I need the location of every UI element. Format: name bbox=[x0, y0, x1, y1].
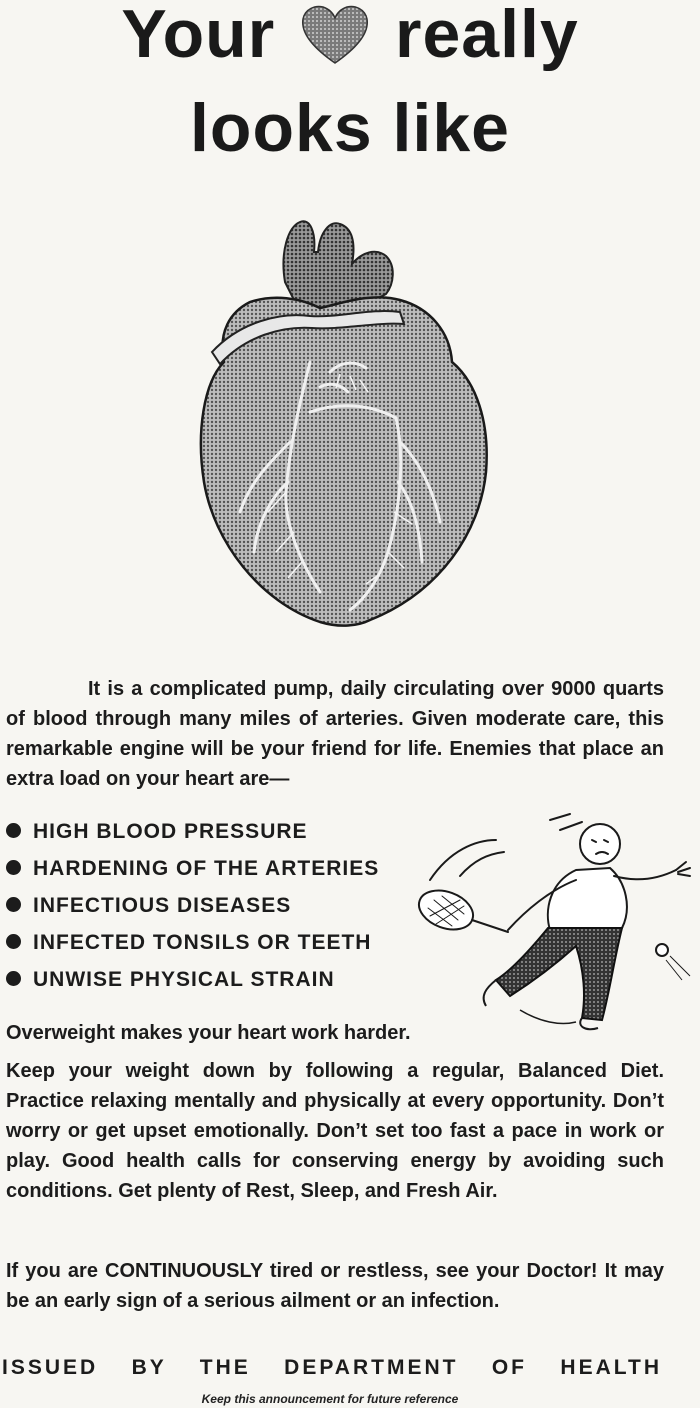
doctor-advice-paragraph: If you are CONTINUOUSLY tired or restless, see your Doctor! It may be an early sign of a serious ailment or an infection. bbox=[6, 1260, 664, 1312]
list-item-label: UNWISE PHYSICAL STRAIN bbox=[33, 968, 335, 991]
intro-paragraph bbox=[6, 674, 664, 794]
list-item bbox=[6, 890, 436, 927]
enemies-list bbox=[6, 816, 436, 1001]
footnote: Keep this announcement for future reference bbox=[201, 1392, 459, 1406]
anatomical-heart-illustration bbox=[190, 212, 500, 632]
bullet-icon bbox=[6, 934, 21, 949]
issued-by-line: ISSUED BY THE DEPARTMENT OF HEALTH bbox=[2, 1356, 662, 1379]
bullet-icon bbox=[6, 860, 21, 875]
list-item-label: INFECTIOUS DISEASES bbox=[33, 894, 292, 917]
headline-line-1 bbox=[0, 0, 700, 75]
headline-line-2: looks like bbox=[190, 90, 510, 166]
list-item-label: HARDENING OF THE ARTERIES bbox=[33, 857, 380, 880]
overweight-line: Overweight makes your heart work harder. bbox=[6, 1022, 411, 1044]
list-item-label: INFECTED TONSILS OR TEETH bbox=[33, 931, 372, 954]
heart-icon bbox=[299, 3, 371, 67]
bullet-icon bbox=[6, 823, 21, 838]
list-item bbox=[6, 927, 436, 964]
bullet-icon bbox=[6, 971, 21, 986]
intro-text: It is a complicated pump, daily circulating over 9000 quarts of blood through many miles of arteries. Given moderate care, this remarkable engine will be your friend for life. Enemies that place an extra load on your heart are— bbox=[6, 678, 664, 790]
list-item-label: HIGH BLOOD PRESSURE bbox=[33, 820, 308, 843]
bullet-icon bbox=[6, 897, 21, 912]
tennis-player-illustration bbox=[400, 800, 696, 1040]
headline-word-really: really bbox=[394, 0, 579, 72]
list-item bbox=[6, 853, 436, 890]
weight-advice-paragraph: Keep your weight down by following a regular, Balanced Diet. Practice relaxing mentally and physically at every opportunity. Don’t worry or get upset emotionally. Don’t set too fast a pace in work or play. Good health calls for conserving energy by avoiding such conditions. Get plenty of Rest, Sleep, and Fresh Air. bbox=[6, 1060, 664, 1202]
list-item bbox=[6, 816, 436, 853]
list-item bbox=[6, 964, 436, 1001]
headline-word-your: Your bbox=[121, 0, 276, 72]
